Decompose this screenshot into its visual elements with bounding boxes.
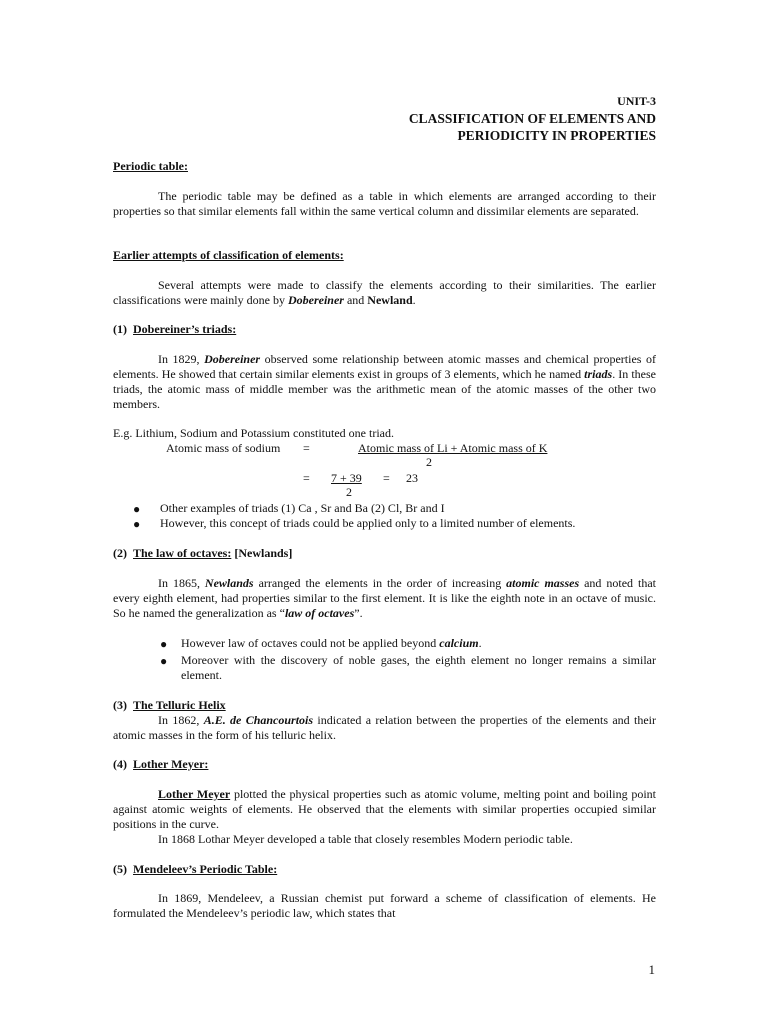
earlier-attempts-paragraph: Several attempts were made to classify the elements according to their similarities. The earlier classifications were mainly done by Dobereiner and Newland. bbox=[113, 278, 656, 307]
telluric-heading: (3) The Telluric Helix bbox=[113, 698, 226, 712]
equation-2-denominator: 2 bbox=[346, 485, 352, 499]
equation-equals-3: = bbox=[383, 471, 390, 485]
octaves-heading: (2) The law of octaves: [Newlands] bbox=[113, 546, 293, 560]
periodic-table-paragraph: The periodic table may be defined as a table in which elements are arranged according to their properties so that similar elements fall within the same vertical column and dissimilar elements are separated. bbox=[113, 189, 656, 218]
telluric-paragraph: In 1862, A.E. de Chancourtois indicated a relation between the properties of the elements and their atomic masses in the form of his telluric helix. bbox=[113, 713, 656, 742]
bullet-icon: ● bbox=[133, 517, 141, 531]
octaves-bullet-2: Moreover with the discovery of noble gases, the eighth element no longer remains a similar element. bbox=[181, 653, 656, 682]
equation-equals-1: = bbox=[303, 441, 310, 455]
earlier-attempts-heading: Earlier attempts of classification of elements: bbox=[113, 248, 344, 262]
equation-numerator: Atomic mass of Li + Atomic mass of K bbox=[358, 441, 548, 455]
equation-2-numerator: 7 + 39 bbox=[331, 471, 362, 485]
triad-bullet-2: However, this concept of triads could be applied only to a limited number of elements. bbox=[160, 516, 576, 530]
meyer-paragraph-2: In 1868 Lothar Meyer developed a table that closely resembles Modern periodic table. bbox=[158, 832, 573, 846]
triad-example: E.g. Lithium, Sodium and Potassium constituted one triad. bbox=[113, 426, 394, 440]
dobereiner-paragraph: In 1829, Dobereiner observed some relationship between atomic masses and chemical properties of elements. He showed that certain similar elements exist in groups of 3 elements, which he named triads. In these triads, the atomic mass of middle member was the arithmetic mean of the atomic masses of the other two members. bbox=[113, 352, 657, 411]
mendeleev-heading: (5) Mendeleev’s Periodic Table: bbox=[113, 862, 278, 876]
meyer-heading: (4) Lother Meyer: bbox=[113, 757, 209, 771]
title-line-2: PERIODICITY IN PROPERTIES bbox=[457, 128, 656, 143]
bullet-icon: ● bbox=[160, 637, 168, 651]
equation-denominator: 2 bbox=[426, 455, 432, 469]
octaves-bullet-1: However law of octaves could not be applied beyond calcium. bbox=[181, 636, 482, 650]
equation-result: 23 bbox=[406, 471, 418, 485]
equation-lhs: Atomic mass of sodium bbox=[166, 441, 281, 455]
bullet-icon: ● bbox=[160, 654, 168, 668]
equation-equals-2: = bbox=[303, 471, 310, 485]
octaves-paragraph: In 1865, Newlands arranged the elements in the order of increasing atomic masses and noted that every eighth element, had properties similar to the first element. It is like the eighth note in an octave of music. So he named the generalization as “law of octaves”. bbox=[113, 576, 657, 620]
unit-label: UNIT-3 bbox=[617, 94, 656, 108]
bullet-icon: ● bbox=[133, 502, 141, 516]
title-line-1: CLASSIFICATION OF ELEMENTS AND bbox=[408, 111, 656, 126]
periodic-table-heading: Periodic table: bbox=[113, 159, 188, 173]
mendeleev-paragraph: In 1869, Mendeleev, a Russian chemist put forward a scheme of classification of elements. He formulated the Mendeleev’s periodic law, which states that bbox=[113, 891, 656, 920]
dobereiner-heading: (1) Dobereiner’s triads: bbox=[113, 322, 237, 336]
meyer-paragraph-1: Lother Meyer plotted the physical properties such as atomic volume, melting point and boiling point against atomic weights of elements. He observed that the elements with similar properties occupied similar positions in the curve. bbox=[113, 787, 656, 831]
page-number: 1 bbox=[648, 962, 655, 977]
triad-bullet-1: Other examples of triads (1) Ca , Sr and Ba (2) Cl, Br and I bbox=[160, 501, 445, 515]
